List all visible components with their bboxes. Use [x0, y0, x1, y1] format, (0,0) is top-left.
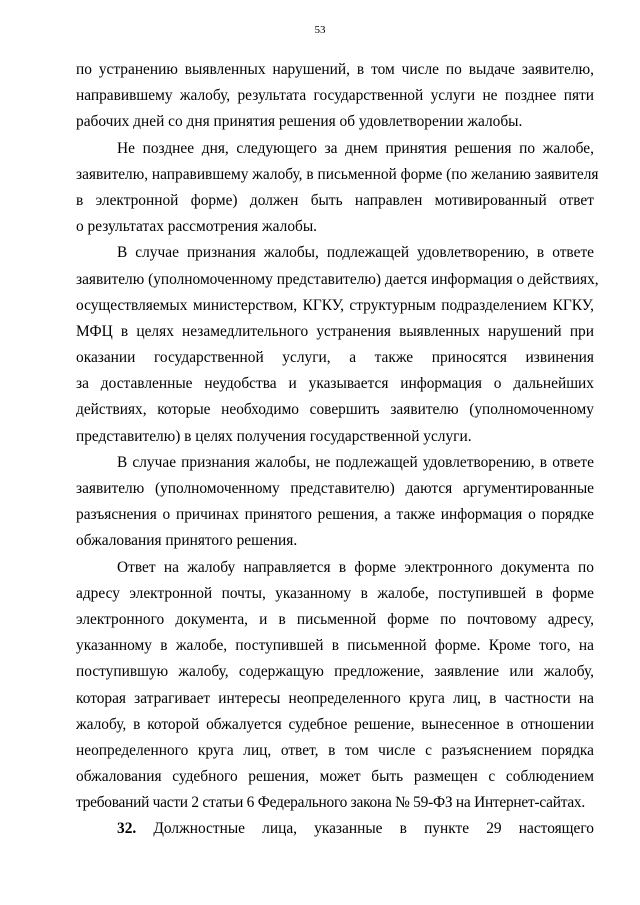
text-line: за доставленные неудобства и указывается информация о дальнейших [76, 375, 594, 393]
text-line: в электронной форме) должен быть направлен мотивированный ответ [76, 191, 594, 209]
item-32 [76, 816, 594, 842]
text-line: электронного документа, и в письменной форме по почтовому адресу, [76, 610, 594, 628]
text-line: рабочих дней со дня принятия решения об удовлетворении жалобы. [76, 113, 523, 131]
text-line: требований части 2 статьи 6 Федерального закона № 59-ФЗ на Интернет-сайтах. [76, 794, 585, 812]
text-line: действиях, которые необходимо совершить заявителю (уполномоченному [76, 401, 594, 419]
text-line: заявителю (уполномоченному представителю) даются аргументированные [76, 480, 594, 497]
item-number: 32. [117, 820, 137, 838]
text-line: которая затрагивает интересы неопределенного круга лиц, в частности на [76, 689, 594, 707]
text-line: направившему жалобу, результата государственной услуги не позднее пяти [76, 87, 594, 105]
text-line: о результатах рассмотрения жалобы. [76, 218, 318, 236]
text-line: обжалования принятого решения. [76, 532, 298, 550]
text-line: заявителю, направившему жалобу, в письменной форме (по желанию заявителя [76, 165, 599, 183]
text-line: Ответ на жалобу направляется в форме электронного документа по [117, 558, 594, 576]
document-body [76, 57, 599, 843]
text-line: Не позднее дня, следующего за днем принятия решения по жалобе, [117, 139, 594, 157]
text-line: разъяснения о причинах принятого решения, а также информация о порядке [76, 506, 594, 524]
text-line: В случае признания жалобы, подлежащей удовлетворению, в ответе [117, 244, 594, 262]
text-line: поступившую жалобу, содержащую предложение, заявление или жалобу, [76, 663, 594, 681]
paragraph-1 [76, 57, 594, 136]
text-line: оказании государственной услуги, а также приносятся извинения [76, 349, 594, 367]
text-line: осуществляемых министерством, КГКУ, структурным подразделением КГКУ, [76, 296, 594, 314]
text-line: обжалования судебного решения, может быть размещен с соблюдением [76, 768, 594, 786]
item-text: Должностные лица, указанные в пункте 29 настоящего [153, 820, 594, 838]
text-line: жалобу, в которой обжалуется судебное решение, вынесенное в отношении [76, 715, 594, 733]
page-number: 53 [314, 24, 326, 36]
paragraph-5 [76, 555, 594, 817]
text-line: неопределенного круга лиц, ответ, в том числе с разъяснением порядка [76, 741, 594, 759]
text-line: заявителю (уполномоченному представителю) дается информация о действиях, [76, 270, 599, 288]
paragraph-4 [76, 450, 594, 555]
text-line: адресу электронной почты, указанному в жалобе, поступившей в форме [76, 584, 594, 602]
text-line: МФЦ в целях незамедлительного устранения выявленных нарушений при [76, 322, 594, 340]
text-line: указанному в жалобе, поступившей в письменной форме. Кроме того, на [76, 637, 594, 655]
text-line: представителю) в целях получения государственной услуги. [76, 427, 472, 445]
paragraph-3 [76, 240, 599, 450]
text-line: В случае признания жалобы, не подлежащей удовлетворению, в ответе [117, 453, 594, 471]
paragraph-2 [76, 136, 599, 241]
text-line: по устранению выявленных нарушений, в том числе по выдаче заявителю, [76, 61, 594, 78]
